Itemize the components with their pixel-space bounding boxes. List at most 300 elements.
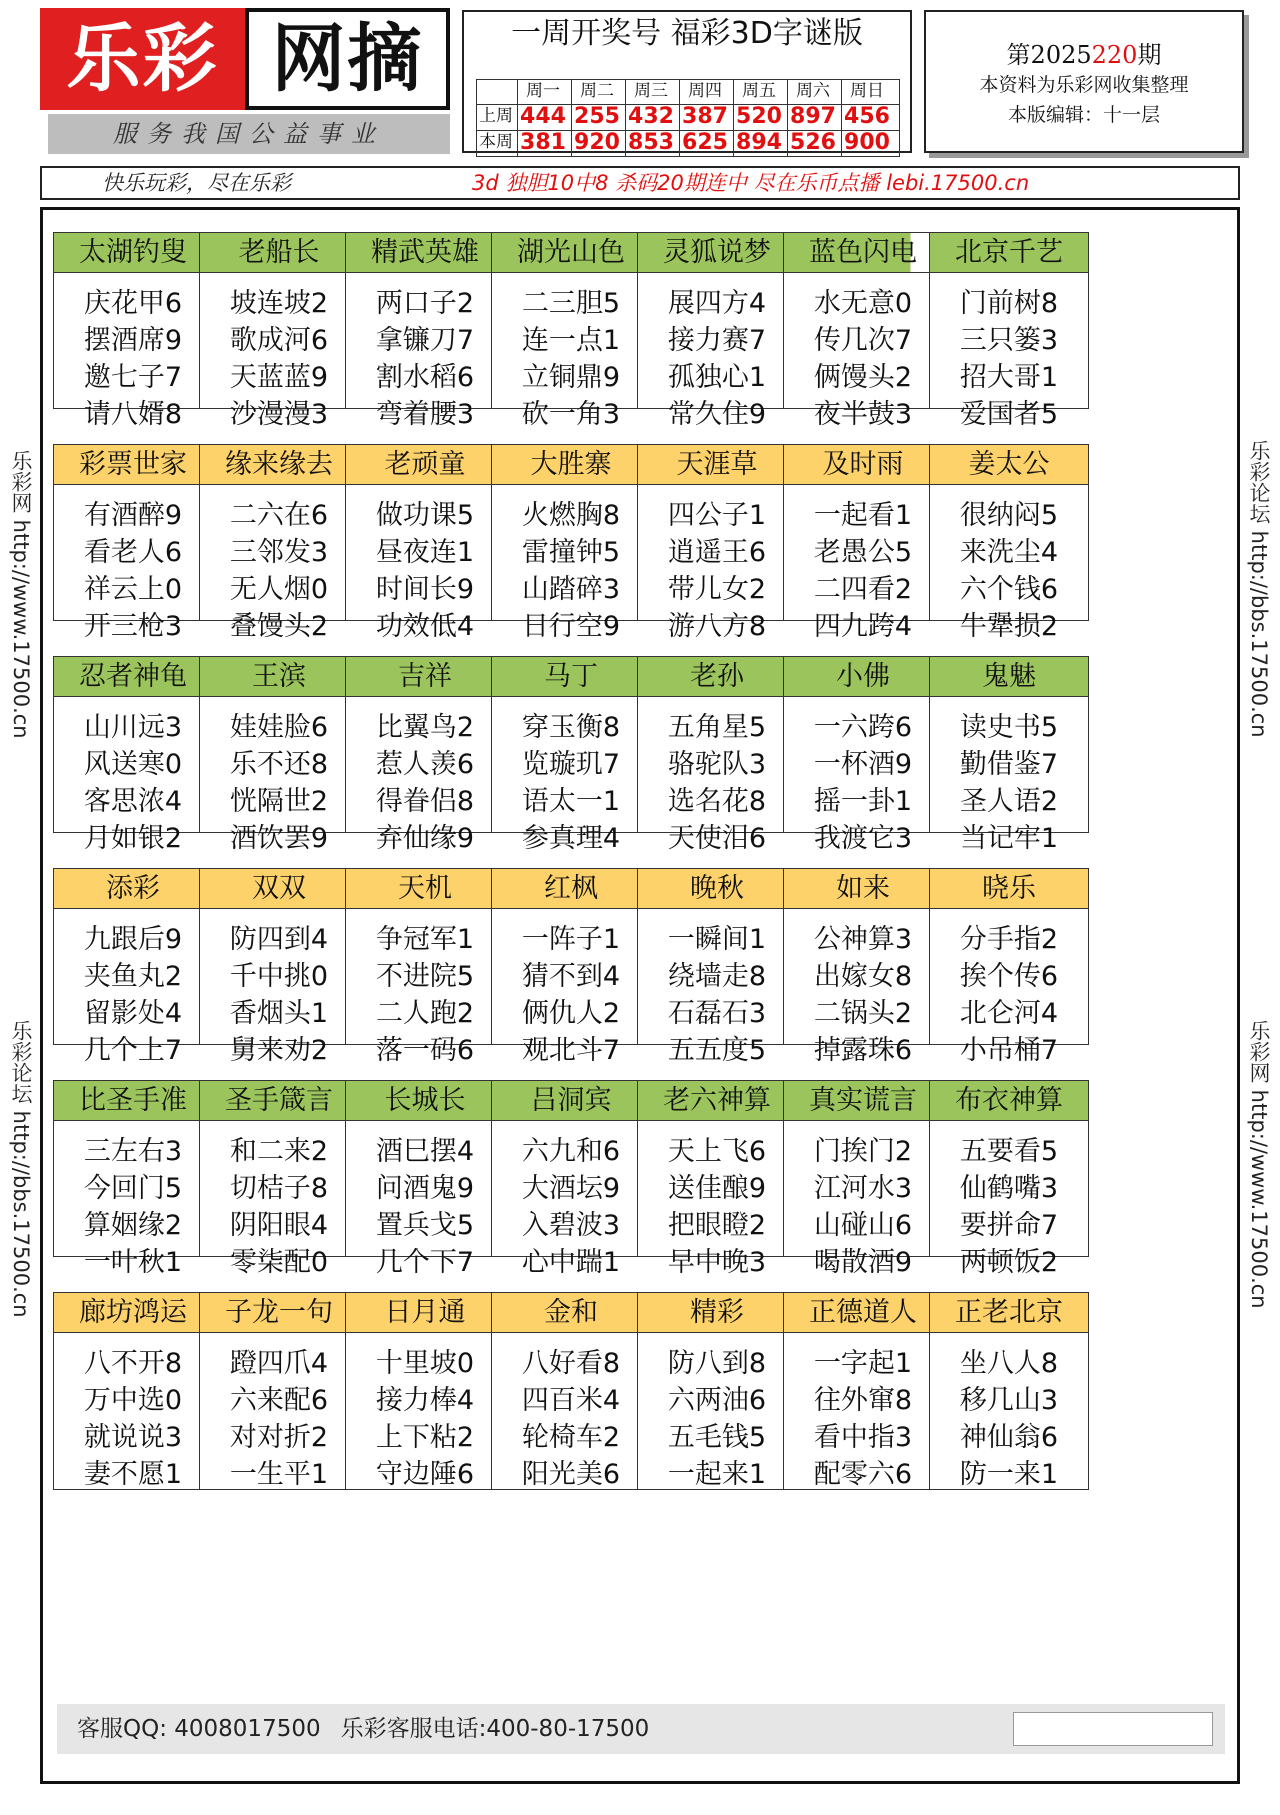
this-week-number: 526 (790, 130, 836, 155)
card-line: 一瞬间1 (667, 924, 767, 955)
card-line: 公神算3 (813, 924, 913, 955)
draw-day-header: 周六 (796, 81, 830, 101)
puzzle-card (345, 232, 505, 430)
card-line: 做功课5 (375, 500, 475, 531)
puzzle-card (345, 444, 505, 642)
card-title: 天涯草 (638, 445, 796, 485)
issue-number (926, 40, 1242, 70)
issue-suffix: 期 (1137, 41, 1162, 69)
last-week-number: 387 (682, 104, 728, 129)
card-line: 阳光美6 (521, 1459, 621, 1490)
card-line: 穿玉衡8 (521, 712, 621, 743)
draw-day-header: 周日 (850, 81, 884, 101)
card-line: 落一码6 (375, 1035, 475, 1066)
puzzle-card (491, 1080, 651, 1278)
this-week-number: 920 (574, 130, 620, 155)
puzzle-card (345, 1292, 505, 1490)
puzzle-card (929, 1080, 1089, 1278)
card-line: 立铜鼎9 (521, 362, 621, 393)
card-title: 老顽童 (346, 445, 504, 485)
card-line: 一起来1 (667, 1459, 767, 1490)
card-line: 入碧波3 (521, 1210, 621, 1241)
card-line: 山碰山6 (813, 1210, 913, 1241)
card-line: 看中指3 (813, 1422, 913, 1453)
puzzle-card (53, 868, 213, 1066)
card-line: 守边陲6 (375, 1459, 475, 1490)
card-line: 无人烟0 (229, 574, 329, 605)
card-line: 北仑河4 (959, 998, 1059, 1029)
card-line: 一阵子1 (521, 924, 621, 955)
card-line: 防四到4 (229, 924, 329, 955)
notice-bar (40, 166, 1240, 200)
puzzle-card (53, 232, 213, 430)
card-title: 正老北京 (930, 1293, 1088, 1333)
card-line: 弯着腰3 (375, 399, 475, 430)
card-title: 大胜寨 (492, 445, 650, 485)
card-line: 当记牢1 (959, 823, 1059, 854)
card-line: 两顿饭2 (959, 1247, 1059, 1278)
card-line: 门前树8 (959, 288, 1059, 319)
side-right-bottom[interactable]: 乐彩网 http://www.17500.cn (1247, 1020, 1271, 1309)
puzzle-card (637, 232, 797, 430)
card-body (200, 909, 358, 1069)
card-line: 石磊石3 (667, 998, 767, 1029)
card-line: 八不开8 (83, 1348, 183, 1379)
card-body (930, 273, 1088, 433)
card-line: 得眷侣8 (375, 786, 475, 817)
card-line: 坡连坡2 (229, 288, 329, 319)
card-body (346, 273, 504, 433)
card-line: 掉露珠6 (813, 1035, 913, 1066)
card-line: 昼夜连1 (375, 537, 475, 568)
card-body (492, 909, 650, 1069)
card-line: 一字起1 (813, 1348, 913, 1379)
card-line: 圣人语2 (959, 786, 1059, 817)
card-line: 几个下7 (375, 1247, 475, 1278)
card-line: 游八方8 (667, 611, 767, 642)
card-body (930, 1121, 1088, 1281)
card-body (784, 485, 942, 645)
card-body (200, 1333, 358, 1493)
card-line: 上下粘2 (375, 1422, 475, 1453)
card-line: 接力赛7 (667, 325, 767, 356)
card-line: 有酒醉9 (83, 500, 183, 531)
card-line: 零柒配0 (229, 1247, 329, 1278)
puzzle-card (783, 444, 943, 642)
card-title: 马丁 (492, 657, 650, 697)
card-line: 留影处4 (83, 998, 183, 1029)
logo-black-part: 网摘 (245, 8, 450, 110)
card-body (638, 1121, 796, 1281)
card-title: 彩票世家 (54, 445, 212, 485)
card-line: 置兵戈5 (375, 1210, 475, 1241)
card-line: 五毛钱5 (667, 1422, 767, 1453)
card-line: 二三胆5 (521, 288, 621, 319)
this-week-number: 894 (736, 130, 782, 155)
logo-red-part: 乐彩 (40, 8, 245, 110)
issue-box (924, 10, 1244, 153)
card-line: 庆花甲6 (83, 288, 183, 319)
card-line: 仙鹤嘴3 (959, 1173, 1059, 1204)
puzzle-card (783, 1292, 943, 1490)
puzzle-card (929, 868, 1089, 1066)
card-line: 一起看1 (813, 500, 913, 531)
card-line: 两口子2 (375, 288, 475, 319)
card-line: 蹬四爪4 (229, 1348, 329, 1379)
last-week-number: 432 (628, 104, 674, 129)
card-body (346, 1121, 504, 1281)
last-week-label: 上周 (479, 106, 513, 126)
card-title: 布衣神算 (930, 1081, 1088, 1121)
card-title: 缘来缘去 (200, 445, 358, 485)
card-body (492, 273, 650, 433)
card-title: 蓝色闪电 (784, 233, 942, 273)
card-line: 日行空9 (521, 611, 621, 642)
card-line: 阴阳眼4 (229, 1210, 329, 1241)
card-line: 招大哥1 (959, 362, 1059, 393)
card-line: 切桔子8 (229, 1173, 329, 1204)
puzzle-card (637, 1080, 797, 1278)
footer-phone: 乐彩客服电话:400-80-17500 (340, 1716, 650, 1742)
card-title: 及时雨 (784, 445, 942, 485)
card-line: 叠馒头2 (229, 611, 329, 642)
notice-slogan: 快乐玩彩，尽在乐彩 (102, 171, 291, 195)
card-line: 展四方4 (667, 288, 767, 319)
card-line: 四公子1 (667, 500, 767, 531)
card-line: 千中挑0 (229, 961, 329, 992)
card-line: 看老人6 (83, 537, 183, 568)
issue-editor: 本版编辑：十一层 (1007, 104, 1160, 126)
card-body (638, 485, 796, 645)
card-line: 牛犟损2 (959, 611, 1059, 642)
card-line: 香烟头1 (229, 998, 329, 1029)
card-line: 十里坡0 (375, 1348, 475, 1379)
puzzle-card (637, 656, 797, 854)
card-line: 孤独心1 (667, 362, 767, 393)
card-title: 湖光山色 (492, 233, 650, 273)
card-body (930, 697, 1088, 857)
card-line: 舅来劝2 (229, 1035, 329, 1066)
card-body (54, 273, 212, 433)
card-line: 惹人羡6 (375, 749, 475, 780)
card-title: 红枫 (492, 869, 650, 909)
this-week-number: 853 (628, 130, 674, 155)
issue-source: 本资料为乐彩网收集整理 (979, 74, 1189, 96)
card-title: 小佛 (784, 657, 942, 697)
card-line: 山川远3 (83, 712, 183, 743)
card-body (346, 485, 504, 645)
card-line: 读史书5 (959, 712, 1059, 743)
puzzle-card (345, 656, 505, 854)
card-body (930, 485, 1088, 645)
card-line: 俩馒头2 (813, 362, 913, 393)
card-body (54, 485, 212, 645)
card-line: 骆驼队3 (667, 749, 767, 780)
card-body (200, 697, 358, 857)
card-line: 今回门5 (83, 1173, 183, 1204)
card-line: 沙漫漫3 (229, 399, 329, 430)
puzzle-card (783, 232, 943, 430)
card-line: 夜半鼓3 (813, 399, 913, 430)
card-line: 轮椅车2 (521, 1422, 621, 1453)
this-week-number: 900 (844, 130, 890, 155)
card-line: 往外窜8 (813, 1385, 913, 1416)
puzzle-card (199, 1292, 359, 1490)
card-body (930, 1333, 1088, 1493)
footer-qq: 客服QQ: 4008017500 (77, 1716, 321, 1742)
draw-grid (476, 79, 900, 157)
last-week-number: 255 (574, 104, 620, 129)
footer-bar (57, 1704, 1225, 1754)
card-line: 二六在6 (229, 500, 329, 531)
card-title: 老船长 (200, 233, 358, 273)
card-line: 摇一卦1 (813, 786, 913, 817)
card-line: 六个钱6 (959, 574, 1059, 605)
this-week-label: 本周 (479, 132, 513, 152)
card-line: 传几次7 (813, 325, 913, 356)
card-body (492, 697, 650, 857)
card-title: 双双 (200, 869, 358, 909)
card-line: 客思浓4 (83, 786, 183, 817)
card-line: 喝散酒9 (813, 1247, 913, 1278)
card-title: 鬼魅 (930, 657, 1088, 697)
card-body (346, 697, 504, 857)
puzzle-card (783, 868, 943, 1066)
card-line: 接力棒4 (375, 1385, 475, 1416)
card-body (638, 1333, 796, 1493)
card-line: 九跟后9 (83, 924, 183, 955)
card-title: 比圣手准 (54, 1081, 212, 1121)
puzzle-card (199, 232, 359, 430)
card-line: 妻不愿1 (83, 1459, 183, 1490)
card-title: 吕洞宾 (492, 1081, 650, 1121)
card-line: 防八到8 (667, 1348, 767, 1379)
card-line: 和二来2 (229, 1136, 329, 1167)
card-line: 拿镰刀7 (375, 325, 475, 356)
logo[interactable] (40, 8, 450, 110)
card-line: 邀七子7 (83, 362, 183, 393)
card-line: 娃娃脸6 (229, 712, 329, 743)
card-line: 一生平1 (229, 1459, 329, 1490)
card-line: 出嫁女8 (813, 961, 913, 992)
card-line: 六来配6 (229, 1385, 329, 1416)
card-title: 子龙一句 (200, 1293, 358, 1333)
card-line: 就说说3 (83, 1422, 183, 1453)
card-line: 配零六6 (813, 1459, 913, 1490)
card-body (346, 909, 504, 1069)
card-title: 添彩 (54, 869, 212, 909)
weekly-draw-box (462, 10, 912, 153)
card-body (54, 909, 212, 1069)
puzzle-card (345, 868, 505, 1066)
card-title: 正德道人 (784, 1293, 942, 1333)
puzzle-card (199, 444, 359, 642)
last-week-number: 897 (790, 104, 836, 129)
card-line: 四百米4 (521, 1385, 621, 1416)
puzzle-card (929, 1292, 1089, 1490)
card-line: 几个上7 (83, 1035, 183, 1066)
card-line: 五角星5 (667, 712, 767, 743)
card-line: 览璇玑7 (521, 749, 621, 780)
puzzle-card (491, 656, 651, 854)
card-line: 对对折2 (229, 1422, 329, 1453)
card-line: 防一来1 (959, 1459, 1059, 1490)
card-title: 王滨 (200, 657, 358, 697)
card-line: 逍遥王6 (667, 537, 767, 568)
card-body (784, 697, 942, 857)
puzzle-card (491, 868, 651, 1066)
card-line: 恍隔世2 (229, 786, 329, 817)
card-line: 天使泪6 (667, 823, 767, 854)
footer-blank-box (1013, 1712, 1213, 1746)
card-body (930, 909, 1088, 1069)
issue-num: 220 (1091, 41, 1138, 69)
card-line: 挨个传6 (959, 961, 1059, 992)
card-line: 老愚公5 (813, 537, 913, 568)
card-line: 天蓝蓝9 (229, 362, 329, 393)
card-line: 六九和6 (521, 1136, 621, 1167)
draw-day-header: 周三 (634, 81, 668, 101)
card-line: 大酒坛9 (521, 1173, 621, 1204)
card-line: 勤借鉴7 (959, 749, 1059, 780)
card-line: 常久住9 (667, 399, 767, 430)
card-line: 酒巳摆4 (375, 1136, 475, 1167)
issue-prefix: 第2025 (1006, 41, 1092, 69)
card-line: 月如银2 (83, 823, 183, 854)
card-line: 祥云上0 (83, 574, 183, 605)
card-body (200, 1121, 358, 1281)
card-line: 摆酒席9 (83, 325, 183, 356)
card-body (784, 1121, 942, 1281)
card-title: 忍者神龟 (54, 657, 212, 697)
card-line: 五五度5 (667, 1035, 767, 1066)
card-line: 三左右3 (83, 1136, 183, 1167)
side-left-bottom[interactable]: 乐彩论坛 http://bbs.17500.cn (9, 1020, 33, 1318)
card-body (346, 1333, 504, 1493)
card-line: 很纳闷5 (959, 500, 1059, 531)
puzzle-card (637, 1292, 797, 1490)
card-line: 开三枪3 (83, 611, 183, 642)
card-body (638, 909, 796, 1069)
card-line: 爱国者5 (959, 399, 1059, 430)
card-line: 算姻缘2 (83, 1210, 183, 1241)
card-line: 二四看2 (813, 574, 913, 605)
card-line: 一六跨6 (813, 712, 913, 743)
puzzle-card (53, 1292, 213, 1490)
card-line: 请八婿8 (83, 399, 183, 430)
card-line: 二人跑2 (375, 998, 475, 1029)
card-line: 江河水3 (813, 1173, 913, 1204)
card-title: 晚秋 (638, 869, 796, 909)
card-line: 把眼瞪2 (667, 1210, 767, 1241)
side-left-top[interactable]: 乐彩网 http://www.17500.cn (9, 450, 33, 739)
card-line: 一叶秋1 (83, 1247, 183, 1278)
card-line: 雷撞钟5 (521, 537, 621, 568)
card-title: 吉祥 (346, 657, 504, 697)
card-body (638, 697, 796, 857)
card-line: 四九跨4 (813, 611, 913, 642)
card-line: 移几山3 (959, 1385, 1059, 1416)
card-body (492, 1121, 650, 1281)
card-title: 廊坊鸿运 (54, 1293, 212, 1333)
card-line: 早中晚3 (667, 1247, 767, 1278)
card-title: 长城长 (346, 1081, 504, 1121)
card-line: 割水稻6 (375, 362, 475, 393)
card-line: 八好看8 (521, 1348, 621, 1379)
main-frame (40, 207, 1240, 1784)
card-line: 要拼命7 (959, 1210, 1059, 1241)
card-line: 问酒鬼9 (375, 1173, 475, 1204)
puzzle-card (345, 1080, 505, 1278)
card-line: 不进院5 (375, 961, 475, 992)
puzzle-card (491, 1292, 651, 1490)
puzzle-card (637, 868, 797, 1066)
card-line: 砍一角3 (521, 399, 621, 430)
card-title: 天机 (346, 869, 504, 909)
card-line: 水无意0 (813, 288, 913, 319)
notice-promo-link[interactable]: 3d 独胆10中8 杀码20期连中 尽在乐币点播 lebi.17500.cn (472, 171, 1030, 195)
card-line: 选名花8 (667, 786, 767, 817)
last-week-number: 520 (736, 104, 782, 129)
card-line: 时间长9 (375, 574, 475, 605)
card-line: 三只篓3 (959, 325, 1059, 356)
card-line: 来洗尘4 (959, 537, 1059, 568)
card-line: 风送寒0 (83, 749, 183, 780)
card-line: 心中踹1 (521, 1247, 621, 1278)
card-line: 酒饮罢9 (229, 823, 329, 854)
card-body (54, 1121, 212, 1281)
puzzle-card (53, 444, 213, 642)
card-title: 如来 (784, 869, 942, 909)
draw-day-header: 周二 (580, 81, 614, 101)
card-body (492, 1333, 650, 1493)
puzzle-card (637, 444, 797, 642)
puzzle-card (783, 1080, 943, 1278)
side-right-top[interactable]: 乐彩论坛 http://bbs.17500.cn (1247, 440, 1271, 738)
card-line: 争冠军1 (375, 924, 475, 955)
card-line: 比翼鸟2 (375, 712, 475, 743)
draw-day-header: 周四 (688, 81, 722, 101)
draw-title: 一周开奖号 福彩3D字谜版 (511, 16, 863, 51)
draw-day-header: 周五 (742, 81, 776, 101)
draw-day-header: 周一 (526, 81, 560, 101)
last-week-number: 456 (844, 104, 890, 129)
card-body (54, 697, 212, 857)
card-title: 金和 (492, 1293, 650, 1333)
puzzle-card (199, 656, 359, 854)
card-line: 二锅头2 (813, 998, 913, 1029)
puzzle-card (929, 656, 1089, 854)
card-title: 日月通 (346, 1293, 504, 1333)
card-title: 太湖钓叟 (54, 233, 212, 273)
puzzle-card (199, 1080, 359, 1278)
puzzle-card (491, 232, 651, 430)
card-line: 分手指2 (959, 924, 1059, 955)
card-line: 绕墙走8 (667, 961, 767, 992)
card-line: 神仙翁6 (959, 1422, 1059, 1453)
card-body (784, 909, 942, 1069)
card-line: 我渡它3 (813, 823, 913, 854)
card-body (784, 1333, 942, 1493)
card-line: 语太一1 (521, 786, 621, 817)
card-body (200, 273, 358, 433)
card-line: 连一点1 (521, 325, 621, 356)
card-body (492, 485, 650, 645)
card-body (638, 273, 796, 433)
puzzle-card (53, 1080, 213, 1278)
card-line: 参真理4 (521, 823, 621, 854)
card-line: 带儿女2 (667, 574, 767, 605)
